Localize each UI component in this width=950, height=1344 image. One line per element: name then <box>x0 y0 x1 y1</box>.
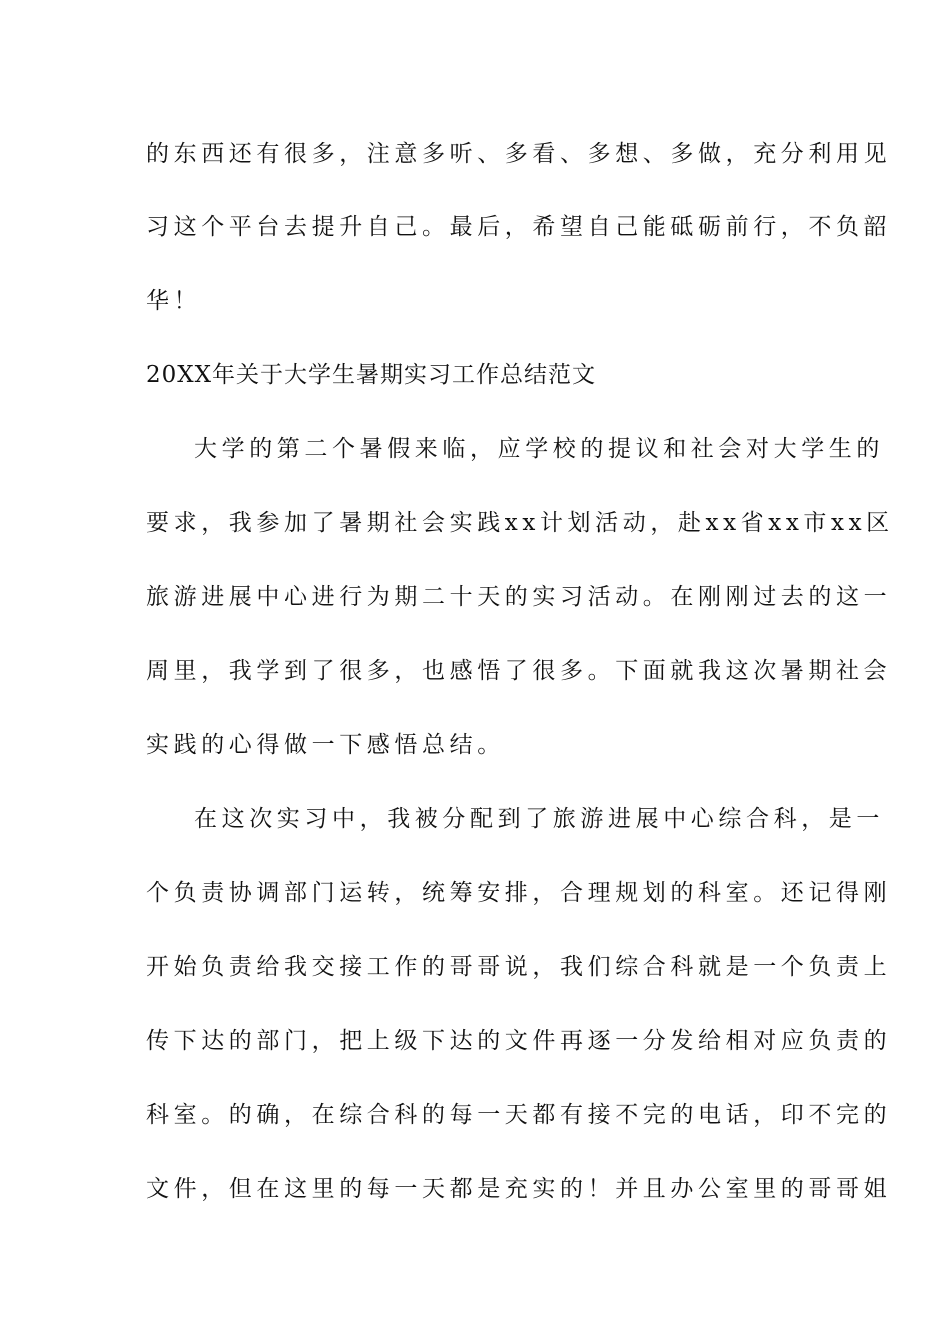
text-line: 科室。的确，在综合科的每一天都有接不完的电话，印不完的 <box>146 1102 892 1128</box>
text-line: 传下达的部门，把上级下达的文件再逐一分发给相对应负责的 <box>146 1028 892 1054</box>
text-line: 习这个平台去提升自己。最后，希望自己能砥砺前行，不负韶 <box>146 214 892 240</box>
text-line: 开始负责给我交接工作的哥哥说，我们综合科就是一个负责上 <box>146 954 892 980</box>
text-line: 华！ <box>146 288 202 314</box>
text-line: 实践的心得做一下感悟总结。 <box>146 732 505 758</box>
text-line: 旅游进展中心进行为期二十天的实习活动。在刚刚过去的这一 <box>146 584 892 610</box>
text-line: 大学的第二个暑假来临，应学校的提议和社会对大学生的 <box>194 436 884 462</box>
section-heading: 20XX年关于大学生暑期实习工作总结范文 <box>146 362 597 388</box>
text-line: 周里，我学到了很多，也感悟了很多。下面就我这次暑期社会 <box>146 658 892 684</box>
text-line: 要求，我参加了暑期社会实践xx计划活动，赴xx省xx市xx区 <box>146 510 894 536</box>
text-line: 的东西还有很多，注意多听、多看、多想、多做，充分利用见 <box>146 141 892 167</box>
text-line: 个负责协调部门运转，统筹安排，合理规划的科室。还记得刚 <box>146 880 892 906</box>
text-line: 在这次实习中，我被分配到了旅游进展中心综合科，是一 <box>194 806 884 832</box>
text-line: 文件，但在这里的每一天都是充实的！并且办公室里的哥哥姐 <box>146 1176 892 1202</box>
